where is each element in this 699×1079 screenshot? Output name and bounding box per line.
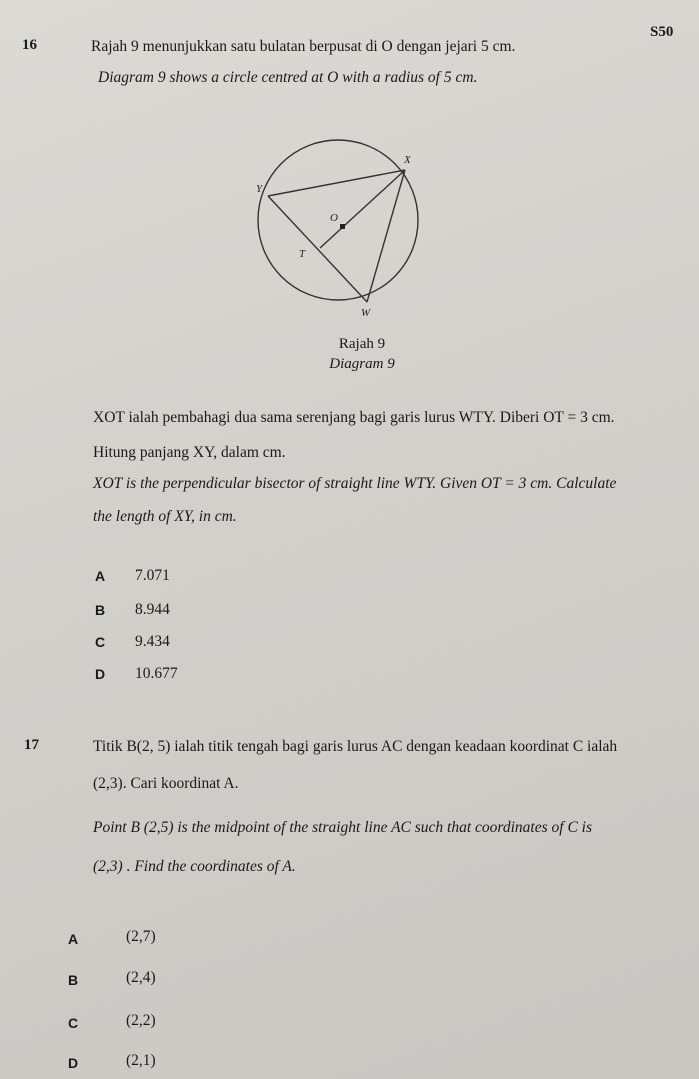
question-16-number: 16	[22, 37, 37, 53]
circle-diagram	[250, 130, 440, 320]
q16-option-a-value[interactable]: 7.071	[135, 567, 170, 584]
label-t: T	[299, 248, 306, 260]
q16-malay-line1: XOT ialah pembahagi dua sama serenjang bagi garis lurus WTY. Diberi OT = 3 cm.	[93, 409, 615, 426]
circle-outline	[258, 140, 418, 300]
centre-point-o	[340, 224, 345, 229]
page-code: S50	[650, 24, 674, 40]
label-y: Y	[256, 183, 263, 195]
q16-malay-text: Rajah 9 menunjukkan satu bulatan berpusat di O dengan jejari 5 cm.	[91, 38, 516, 55]
q16-option-b-letter[interactable]: B	[95, 602, 106, 618]
q16-english-line1: XOT is the perpendicular bisector of straight line WTY. Given OT = 3 cm. Calculate	[93, 475, 617, 492]
label-x: X	[404, 154, 411, 166]
q17-option-a-value[interactable]: (2,7)	[126, 928, 156, 945]
line-xot	[320, 170, 405, 248]
q17-option-a-letter[interactable]: A	[68, 931, 79, 947]
q17-malay-line1: Titik B(2, 5) ialah titik tengah bagi garis lurus AC dengan keadaan koordinat C ialah	[93, 738, 618, 755]
q16-option-d-value[interactable]: 10.677	[135, 665, 178, 682]
label-o: O	[330, 212, 338, 224]
diagram-caption-malay: Rajah 9	[338, 336, 386, 352]
q16-option-c-value[interactable]: 9.434	[135, 633, 170, 650]
q17-english-line2: (2,3) . Find the coordinates of A.	[93, 858, 296, 875]
q16-option-b-value[interactable]: 8.944	[135, 601, 170, 618]
q17-option-c-letter[interactable]: C	[68, 1015, 79, 1031]
line-ytw	[268, 196, 367, 302]
q16-malay-line2: Hitung panjang XY, dalam cm.	[93, 444, 286, 461]
q17-malay-line2: (2,3). Cari koordinat A.	[93, 775, 239, 792]
q16-english-text: Diagram 9 shows a circle centred at O with a radius of 5 cm.	[98, 69, 478, 86]
q17-option-d-letter[interactable]: D	[68, 1055, 79, 1071]
label-w: W	[361, 307, 371, 319]
q16-option-c-letter[interactable]: C	[95, 634, 106, 650]
q17-option-b-letter[interactable]: B	[68, 972, 79, 988]
q16-option-a-letter[interactable]: A	[95, 568, 106, 584]
q17-english-line1: Point B (2,5) is the midpoint of the straight line AC such that coordinates of C is	[93, 819, 592, 836]
chord-xw	[367, 170, 405, 302]
question-17-number: 17	[24, 737, 39, 753]
q17-option-d-value[interactable]: (2,1)	[126, 1052, 156, 1069]
q16-option-d-letter[interactable]: D	[95, 666, 106, 682]
q17-option-c-value[interactable]: (2,2)	[126, 1012, 156, 1029]
chord-xy	[268, 170, 405, 196]
q17-option-b-value[interactable]: (2,4)	[126, 969, 156, 986]
diagram-caption-english: Diagram 9	[329, 356, 395, 372]
q16-english-line2: the length of XY, in cm.	[93, 508, 237, 525]
